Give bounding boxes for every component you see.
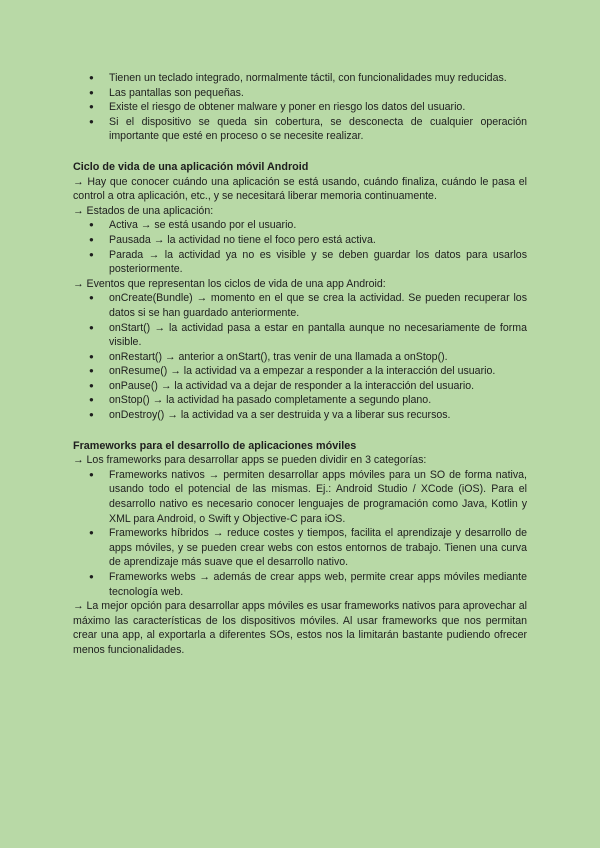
- frameworks-intro: → Los frameworks para desarrollar apps se pueden dividir en 3 categorías:: [73, 454, 427, 467]
- list-item: ● onDestroy() → la actividad va a ser destruida y va a liberar sus recursos.: [109, 408, 527, 423]
- list-item: ● Frameworks nativos → permiten desarrollar apps móviles para un SO de forma nativa, usando todo el potencial de las mismas. Ej.: Android Studio / XCode (iOS). Para el desarrollo nativo es necesario conocer lenguajes de programación como Java, Kotlin y XML para Android, o Swift y Objective-C para iOS.: [109, 468, 527, 526]
- list-item: ● Parada → la actividad ya no es visible y se deben guardar los datos para usarlos posteriormente.: [109, 248, 527, 277]
- lifecycle-heading: Ciclo de vida de una aplicación móvil Android: [73, 160, 309, 173]
- document-content: [73, 71, 527, 658]
- list-item: ● onPause() → la actividad va a dejar de responder a la interacción del usuario.: [109, 379, 527, 394]
- list-item: ● Si el dispositivo se queda sin cobertura, se desconecta de cualquier operación importante que esté en proceso o se necesite realizar.: [109, 115, 527, 144]
- states-title: → Estados de una aplicación:: [73, 204, 214, 217]
- list-item: ● Pausada → la actividad no tiene el foco pero está activa.: [109, 233, 527, 248]
- list-item: ● onResume() → la actividad va a empezar a responder a la interacción del usuario.: [109, 364, 527, 379]
- list-item: ● onRestart() → anterior a onStart(), tras venir de una llamada a onStop().: [109, 350, 527, 365]
- frameworks-heading: Frameworks para el desarrollo de aplicaciones móviles: [73, 439, 357, 452]
- frameworks-conclusion: → La mejor opción para desarrollar apps móviles es usar frameworks nativos para aprovechar al máximo las características de los dispositivos móviles. Al usar frameworks que nos permitan crear una app, al exportarla a diferentes SOs, estos nos la limitarán bastante pudiendo ofrecer menos funcionalidades.: [73, 600, 527, 656]
- lifecycle-intro: → Hay que conocer cuándo una aplicación se está usando, cuándo finaliza, cuándo le pasa el control a otra aplicación, etc., y se necesitará liberar memoria continuamente.: [73, 175, 527, 203]
- section-spacer: [73, 423, 527, 439]
- intro-bullet-list: [73, 71, 527, 144]
- list-item: ● onCreate(Bundle) → momento en el que se crea la actividad. Se pueden recuperar los datos si se han guardado anteriormente.: [109, 291, 527, 320]
- events-title: → Eventos que representan los ciclos de vida de una app Android:: [73, 277, 386, 290]
- list-item: ● Existe el riesgo de obtener malware y poner en riesgo los datos del usuario.: [109, 100, 527, 115]
- list-item: ● Activa → se está usando por el usuario.: [109, 218, 527, 233]
- states-list: [73, 218, 527, 276]
- frameworks-list: [73, 468, 527, 599]
- list-item: ● onStart() → la actividad pasa a estar en pantalla aunque no necesariamente de forma visible.: [109, 321, 527, 350]
- list-item: ● Tienen un teclado integrado, normalmente táctil, con funcionalidades muy reducidas.: [109, 71, 527, 86]
- section-spacer: [73, 144, 527, 160]
- list-item: ● Las pantallas son pequeñas.: [109, 86, 527, 101]
- list-item: ● Frameworks webs → además de crear apps web, permite crear apps móviles mediante tecnología web.: [109, 570, 527, 599]
- list-item: ● onStop() → la actividad ha pasado completamente a segundo plano.: [109, 393, 527, 408]
- events-list: [73, 291, 527, 422]
- list-item: ● Frameworks híbridos → reduce costes y tiempos, facilita el aprendizaje y desarrollo de apps móviles, y se pueden crear webs con estos entornos de trabajo. Tienen una curva de aprendizaje más suave que el desarrollo nativo.: [109, 526, 527, 570]
